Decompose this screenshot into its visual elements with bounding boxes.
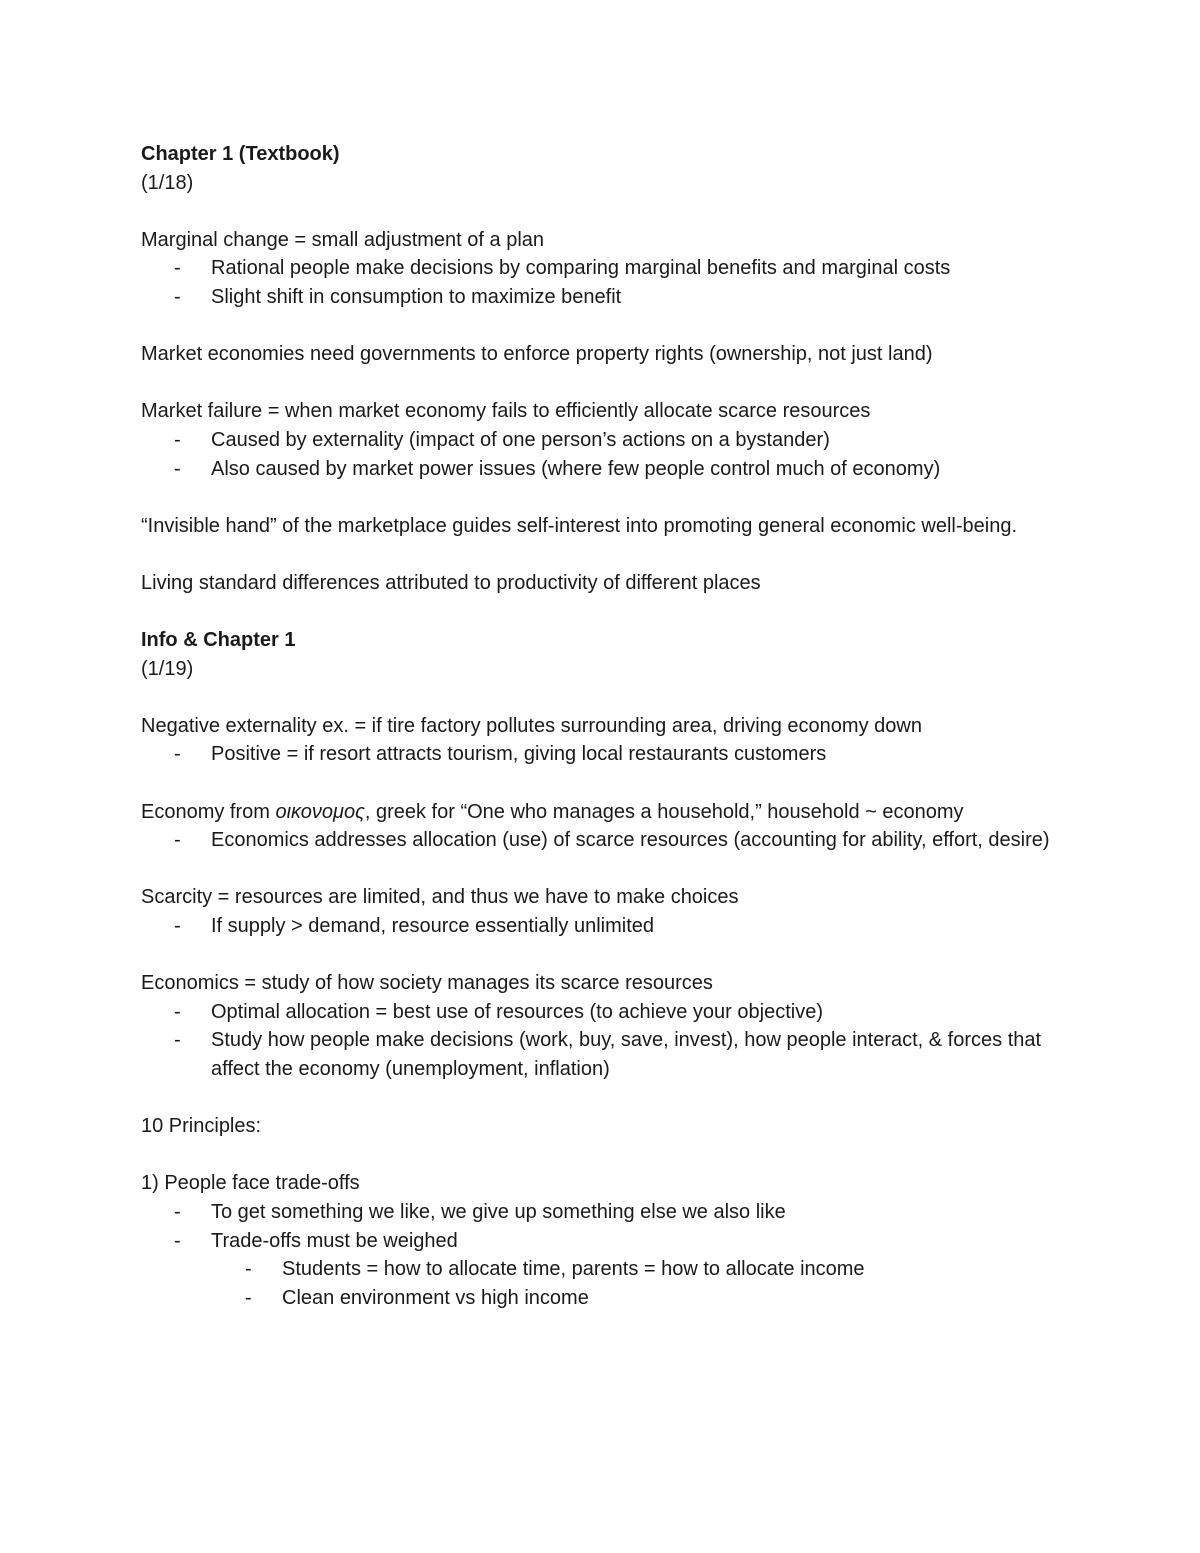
section-date: (1/18) — [141, 171, 194, 194]
bullet-text: To get something we like, we give up something else we also like — [211, 1200, 786, 1223]
paragraph — [141, 798, 1071, 827]
bullet-dash: - — [174, 428, 181, 451]
bullet-item — [141, 826, 1071, 855]
bullet-text: Economics addresses allocation (use) of scarce resources (accounting for ability, effort, desire) — [211, 829, 1050, 852]
section-title: Info & Chapter 1 — [141, 629, 296, 652]
bullet-item — [141, 455, 1071, 484]
bullet-item — [141, 426, 1071, 455]
paragraph: “Invisible hand” of the marketplace guides self-interest into promoting general economic well-being. — [141, 514, 1018, 537]
bullet-text: Positive = if resort attracts tourism, giving local restaurants customers — [211, 743, 827, 766]
bullet-text: Clean environment vs high income — [282, 1286, 589, 1309]
bullet-item — [141, 1026, 1071, 1083]
bullet-dash: - — [174, 285, 181, 308]
bullet-text: If supply > demand, resource essentially unlimited — [211, 915, 655, 938]
bullet-text: Trade-offs must be weighed — [211, 1229, 458, 1252]
bullet-text: Students = how to allocate time, parents = how to allocate income — [282, 1258, 865, 1281]
bullet-text: Study how people make decisions (work, buy, save, invest), how people interact, & forces that affect the economy (unemployment, inflation) — [211, 1029, 1042, 1080]
sub-bullet-item — [141, 1284, 1071, 1313]
bullet-item — [141, 1227, 1071, 1256]
paragraph: Scarcity = resources are limited, and thus we have to make choices — [141, 886, 739, 909]
bullet-dash: - — [174, 1000, 181, 1023]
bullet-text: Also caused by market power issues (where few people control much of economy) — [211, 457, 941, 480]
paragraph-text: , greek for “One who manages a household,” household ~ economy — [364, 800, 964, 823]
bullet-dash: - — [245, 1286, 252, 1309]
paragraph: 10 Principles: — [141, 1115, 262, 1138]
bullet-dash: - — [174, 457, 181, 480]
section-date: (1/19) — [141, 657, 194, 680]
bullet-text: Slight shift in consumption to maximize benefit — [211, 285, 622, 308]
bullet-dash: - — [174, 915, 181, 938]
bullet-item — [141, 740, 1071, 769]
bullet-item — [141, 998, 1071, 1027]
paragraph: Living standard differences attributed to productivity of different places — [141, 571, 761, 594]
sub-bullet-item — [141, 1255, 1071, 1284]
bullet-dash: - — [174, 257, 181, 280]
bullet-text: Optimal allocation = best use of resources (to achieve your objective) — [211, 1000, 823, 1023]
greek-word: οικονομος — [275, 800, 365, 823]
bullet-text: Caused by externality (impact of one person’s actions on a bystander) — [211, 428, 830, 451]
bullet-item — [141, 912, 1071, 941]
bullet-text: Rational people make decisions by comparing marginal benefits and marginal costs — [211, 257, 951, 280]
paragraph: Negative externality ex. = if tire factory pollutes surrounding area, driving economy down — [141, 714, 922, 737]
paragraph-text: Economy from — [141, 800, 276, 823]
paragraph: Market economies need governments to enforce property rights (ownership, not just land) — [141, 343, 933, 366]
bullet-dash: - — [174, 1229, 181, 1252]
paragraph: Marginal change = small adjustment of a plan — [141, 228, 545, 251]
bullet-item — [141, 254, 1071, 283]
bullet-item — [141, 1198, 1071, 1227]
bullet-dash: - — [174, 1200, 181, 1223]
bullet-dash: - — [174, 743, 181, 766]
section-title: Chapter 1 (Textbook) — [141, 143, 340, 165]
paragraph: 1) People face trade-offs — [141, 1172, 360, 1195]
paragraph: Market failure = when market economy fails to efficiently allocate scarce resources — [141, 400, 871, 423]
paragraph: Economics = study of how society manages its scarce resources — [141, 972, 713, 995]
notes-content — [141, 140, 1071, 1312]
bullet-dash: - — [174, 829, 181, 852]
bullet-item — [141, 283, 1071, 312]
bullet-dash: - — [245, 1258, 252, 1281]
bullet-dash: - — [174, 1029, 181, 1052]
